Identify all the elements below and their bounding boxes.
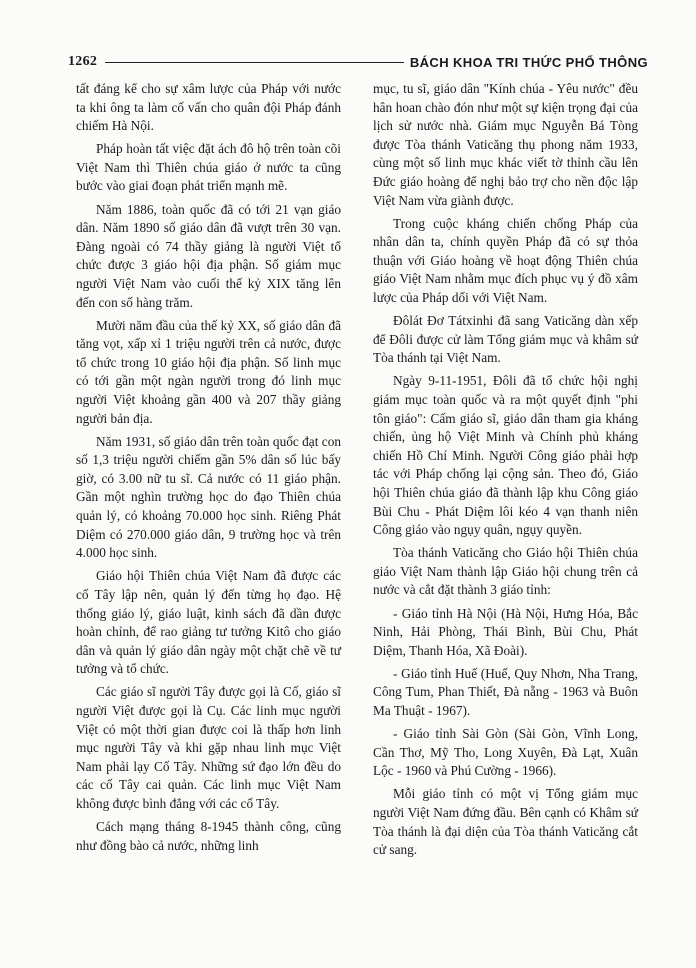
paragraph: Pháp hoàn tất việc đặt ách đô hộ trên toàn cõi Việt Nam thì Thiên chúa giáo ở nước ta cũng bước vào giai đoạn phát triển mạnh mẽ. <box>76 141 341 194</box>
province-item: - Giáo tỉnh Sài Gòn (Sài Gòn, Vĩnh Long, Cần Thơ, Mỹ Tho, Long Xuyên, Đà Lạt, Xuân Lộc - 1960 và Phú Cường - 1966). <box>373 726 638 779</box>
paragraph: Đôlát Đơ Tátxinhi đã sang Vaticăng dàn xếp để Đôli được cử làm Tổng giám mục và khâm sứ Tòa thánh tại Việt Nam. <box>373 313 638 366</box>
page-number: 1262 <box>68 54 98 69</box>
province-item: - Giáo tỉnh Hà Nội (Hà Nội, Hưng Hóa, Bắc Ninh, Hải Phòng, Thái Bình, Bùi Chu, Phát Diệm, Thanh Hóa, Xã Đoài). <box>373 605 638 658</box>
paragraph: Năm 1886, toàn quốc đã có tới 21 vạn giáo dân. Năm 1890 số giáo dân đã vượt trên 30 vạn. Đàng ngoài có 74 thầy giảng là người Việt tổ chức được 3 giáo hội địa phận. Số giám mục người Việt Nam vào cuối thế kỷ XIX tăng lên đến con số hàng trăm. <box>76 201 341 310</box>
left-column <box>76 80 341 860</box>
province-item: - Giáo tỉnh Huế (Huế, Quy Nhơn, Nha Trang, Công Tum, Phan Thiết, Đà nẵng - 1963 và Buôn Ma Thuật - 1967). <box>373 665 638 718</box>
paragraph: Giáo hội Thiên chúa Việt Nam đã được các cố Tây lập nên, quản lý đến từng họ đạo. Hệ thống giáo lý, giáo luật, kinh sách đã dần được hoàn chỉnh, để rao giảng tư tưởng Kitô cho giáo dân và quản lý giáo dân ngày một chặt chẽ về tư tưởng và tổ chức. <box>76 568 341 677</box>
header-rule <box>105 62 404 63</box>
paragraph: Các giáo sĩ người Tây được gọi là Cố, giáo sĩ người Việt được gọi là Cụ. Các linh mục người Việt có một thời gian được coi là thấp hơn linh mục người Tây và khi gặp nhau linh mục Việt Nam phải lạy Cố Tây. Những sứ đạo lớn đều do các cố Tây cai quản. Các linh mục Việt Nam không được bình đẳng với các cố Tây. <box>76 684 341 811</box>
paragraph: Mười năm đầu của thế kỷ XX, số giáo dân đã tăng vọt, xấp xỉ 1 triệu người trên cả nước, được tổ chức trong 10 giáo hội địa phận. Số linh mục có tới gần một ngàn người trong đó linh mục người Việt khoảng gần 400 và 207 thầy giảng người bản địa. <box>76 317 341 426</box>
running-title: BÁCH KHOA TRI THỨC PHỔ THÔNG <box>409 54 648 70</box>
right-column <box>373 80 638 864</box>
paragraph: Mỗi giáo tỉnh có một vị Tổng giám mục người Việt Nam đứng đầu. Bên cạnh có Khâm sứ Tòa thánh là đại diện của Tòa thánh Vaticăng cắt cử sang. <box>373 786 638 858</box>
paragraph: Năm 1931, số giáo dân trên toàn quốc đạt con số 1,3 triệu người chiếm gần 5% dân số lúc bấy giờ, có 3.00 nữ tu sĩ. Cả nước có 11 giáo phận. Gần một nghìn trường học do đạo Thiên chúa quản lý, có khoảng 70.000 học sinh. Riêng Phát Diệm có 270.000 giáo dân, 9 trường học và trên 4.000 học sinh. <box>76 433 341 561</box>
paragraph: Ngày 9-11-1951, Đôli đã tổ chức hội nghị giám mục toàn quốc và ra một quyết định "phi tôn giáo": Cấm giáo sĩ, giáo dân tham gia kháng chiến, ủng hộ Việt Minh và Chính phủ kháng chiến Hồ Chí Minh. Người Công giáo phải hợp tác với Pháp chống lại cộng sản. Theo đó, Giáo hội Thiên chúa giáo đã thành lập khu Công giáo Bùi Chu - Phát Diệm lôi kéo 4 vạn thanh niên Công giáo vào ngụy quân, ngụy quyền. <box>373 373 638 538</box>
paragraph: tất đáng kể cho sự xâm lược của Pháp với nước ta khi ông ta làm cố vấn cho quân đội Pháp đánh chiếm Hà Nội. <box>76 81 341 134</box>
paragraph: Tòa thánh Vaticăng cho Giáo hội Thiên chúa giáo Việt Nam thành lập Giáo hội chung trên cả nước và cắt đặt thành 3 giáo tỉnh: <box>373 545 638 598</box>
paragraph: Cách mạng tháng 8-1945 thành công, cũng như đồng bào cả nước, những linh <box>76 819 341 853</box>
paragraph: mục, tu sĩ, giáo dân "Kính chúa - Yêu nước" đều hân hoan chào đón như một sự kiện trọng đại của lịch sử nước nhà. Giám mục Nguyễn Bá Tòng được Tòa thánh Vaticăng thụ phong năm 1933, cùng một số linh mục khác viết tờ thỉnh cầu lên Đức giáo hoàng để nghị bảo trợ cho nền độc lập Việt Nam vừa giành được. <box>373 81 638 208</box>
page-header <box>68 52 648 72</box>
paragraph: Trong cuộc kháng chiến chống Pháp của nhân dân ta, chính quyền Pháp đã có sự thỏa thuận với Giáo hoàng về hoạt động Thiên chúa giáo Việt Nam nhằm mục đích phục vụ ý đồ xâm lược của Pháp dối với Việt Nam. <box>373 215 638 306</box>
